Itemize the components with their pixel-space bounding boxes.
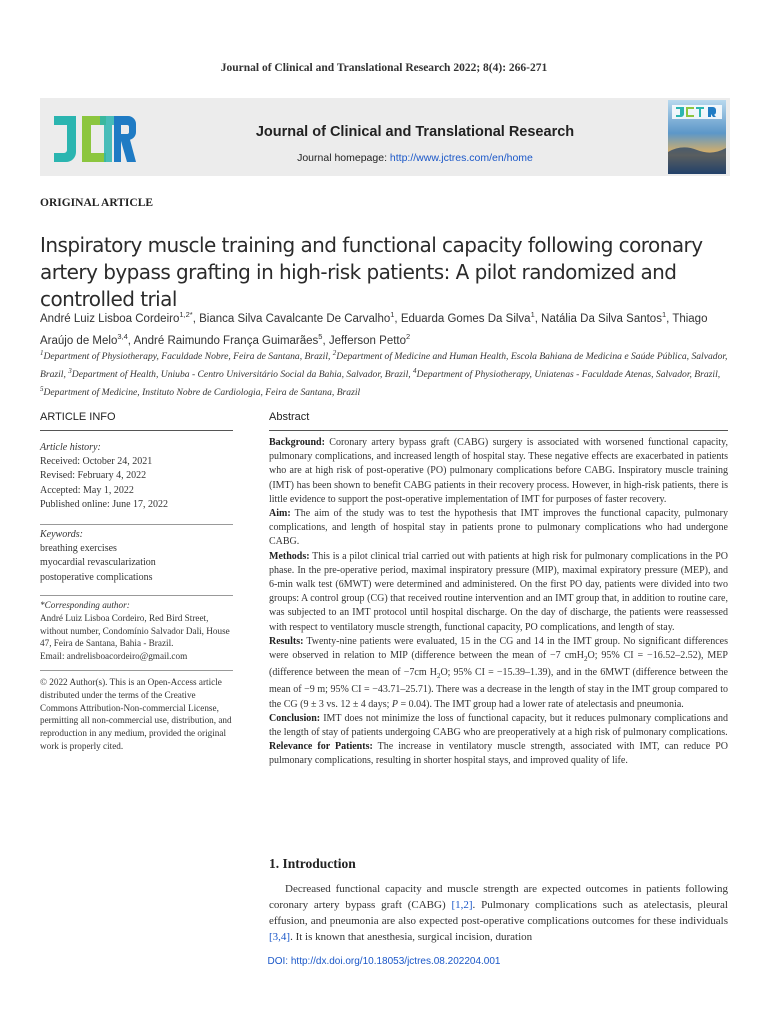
- affiliation-text: Department of Medicine, Instituto Nobre de Cardiologia, Feira de Santana, Brazil: [43, 387, 361, 399]
- keyword: myocardial revascularization: [40, 557, 156, 569]
- author-affiliation-marker: 1: [390, 310, 395, 319]
- affiliation-text: Department of Medicine and Human Health, Escola Bahiana de Medicina e Saúde Pública, Salvador, Brazil,: [40, 351, 728, 381]
- affiliation-marker: 3: [68, 367, 72, 376]
- author-affiliation-marker: 2: [406, 331, 411, 341]
- divider: [40, 524, 233, 525]
- divider: [40, 670, 233, 671]
- author-name: André Raimundo França Guimarães: [133, 334, 319, 347]
- affiliation-marker: 2: [332, 349, 337, 357]
- introduction-paragraph: Decreased functional capacity and muscle strength are expected outcomes in patients following coronary artery bypass graft (CABG) [1,2]. Pulmonary complications such as atelectasis, pleural effusion, and pneumonia are also expected post-operative complications outcomes for these individuals [3,4]. It is known that anesthesia, surgical incision, duration: [269, 883, 728, 943]
- keywords-label: Keywords:: [40, 529, 83, 540]
- divider: [40, 430, 233, 431]
- section-heading-introduction: 1. Introduction: [269, 856, 356, 871]
- article-info-heading: ARTICLE INFO: [40, 411, 116, 423]
- author-affiliation-marker: 3,4: [117, 331, 128, 341]
- abstract-background: Background: Coronary artery bypass graft (CABG) surgery is associated with worsened functional capacity, pulmonary complications, and increased length of hospital stay. These negative effects are exacerbated in patients who are at high risk of post-operative (PO) pulmonary complications before CABG. Inspiratory muscle training (IMT) has been shown to benefit CABG patients in their recovery process. However, in high-risk patients, there is little evidence to support the post-operative implementation of IMT for purposes of faster recovery.: [269, 437, 728, 505]
- homepage-label: Journal homepage:: [297, 152, 390, 164]
- article-title: Inspiratory muscle training and functional capacity following coronary artery bypass grafting in high-risk patients: A pilot randomized and controlled trial: [40, 233, 703, 311]
- affiliation-marker: 1: [40, 349, 44, 357]
- revised-date: Revised: February 4, 2022: [40, 470, 147, 482]
- running-header: Journal of Clinical and Translational Research 2022; 8(4): 266-271: [220, 62, 548, 74]
- abstract-results: Results: Twenty-nine patients were evaluated, 15 in the CG and 14 in the IMT group. No significant differences were observed in relation to MIP (difference between the mean of −7 cmH$_2$O; 95% CI = −16.52–2.52), MEP (difference between the mean of −7cm $H_2O$; 95% CI = −15.39–1.39), and in the 6MWT (difference between the mean of −9 m; 95% CI = −43.71–25.71). There was a decrease in the length of stay in the IMT group compared to the CG (9 ± 3 vs. 12 ± 4 days; P = 0.04). The IMT group had a lower rate of atelectasis and pneumonia.: [269, 635, 728, 710]
- homepage-link[interactable]: http://www.jctres.com/en/home: [389, 152, 533, 164]
- author-name: André Luiz Lisboa Cordeiro: [40, 312, 180, 325]
- keyword: breathing exercises: [40, 543, 117, 555]
- author-name: Eduarda Gomes Da Silva: [400, 312, 531, 325]
- abstract-aim: Aim: The aim of the study was to test the hypothesis that IMT improves the functional capacity, pulmonary complications, and length of hospital stay in patients prone to pulmonary complications who had undergone CABG.: [269, 508, 728, 548]
- abstract-body: [269, 436, 728, 769]
- keywords: [40, 528, 235, 585]
- affiliation-text: Department of Physiotherapy, Faculdade Nobre, Feira de Santana, Brazil,: [43, 351, 333, 363]
- received-date: Received: October 24, 2021: [40, 456, 153, 468]
- keyword: postoperative complications: [40, 571, 153, 583]
- author: [328, 331, 411, 347]
- author-affiliation-marker: 5: [318, 331, 323, 341]
- corresponding-label: *Corresponding author:: [40, 600, 130, 610]
- author-list: André Luiz Lisboa Cordeiro$^{1,2*}$, Bianca Silva Cavalcante De Carvalho$^1$, Eduarda Gomes Da Silva$^1$, Natália Da Silva Santos$^1$, Thiago Araújo de Melo$^{3,4}$, André Raimundo França Guimarães$^5$, Jefferson Petto$^2$: [40, 310, 708, 347]
- article-type: ORIGINAL ARTICLE: [40, 197, 154, 209]
- jctr-logo[interactable]: [48, 108, 138, 168]
- doi-link[interactable]: DOI: http://dx.doi.org/10.18053/jctres.08.202204.001: [267, 956, 501, 967]
- author-name: Jefferson Petto: [328, 334, 407, 347]
- abstract-methods: Methods: This is a pilot clinical trial carried out with patients at high risk for pulmonary complications in the PO phase. In the pre-operative period, maximal inspiratory pressure (MIP), maximal expiratory pressure (MEP), and 6-min walk test (6MWT) were determined and administered. On the first PO day, patients were divided into two groups: A control group (CG) that received routine intervention and an IMT group that, in addition to routine care, was subjected to an IMT protocol until hospital discharge. On the day of discharge, the patients were reassessed with respect to ventilatory muscle strength, functional capacity, PO complications, and length of stay.: [269, 550, 728, 633]
- author-name: Thiago Araújo de Melo: [40, 312, 708, 347]
- accepted-date: Accepted: May 1, 2022: [40, 484, 134, 496]
- author-affiliation-marker: 1: [530, 310, 535, 319]
- author: [199, 310, 395, 325]
- affiliations: [40, 346, 730, 401]
- author: [400, 310, 535, 325]
- journal-cover-thumbnail[interactable]: [668, 100, 726, 174]
- abstract-heading: Abstract: [269, 411, 310, 423]
- article-history: [40, 441, 235, 512]
- corresponding-address: André Luiz Lisboa Cordeiro, Red Bird Street, without number, Condomínio Salvador Dali, House 47, Feira de Santana, Bahia - Brazil.: [40, 612, 230, 649]
- author-affiliation-marker: 1,2*: [179, 310, 193, 319]
- author-name: Natália Da Silva Santos: [541, 312, 662, 325]
- corresponding-author: [40, 599, 235, 663]
- affiliation-marker: 5: [40, 385, 44, 394]
- citation-link[interactable]: [1,2]: [451, 898, 473, 911]
- license-notice: © 2022 Author(s). This is an Open-Access article distributed under the terms of the Creative Commons Attribution-Non-commercial License, permitting all non-commercial use, distribution, and reproduction in any medium, provided the original work is properly cited.: [40, 677, 232, 751]
- corresponding-email[interactable]: Email: andrelisboacordeiro@gmail.com: [40, 651, 188, 662]
- author-affiliation-marker: 1: [661, 310, 667, 319]
- author: [40, 310, 193, 325]
- published-date: Published online: June 17, 2022: [40, 498, 169, 510]
- author: [541, 310, 667, 325]
- affiliation-marker: 4: [413, 367, 417, 376]
- abstract-conclusion: Conclusion: IMT does not minimize the loss of functional capacity, but it reduces pulmonary complications and the length of stay of patients undergoing CABG who are preoperatively at a high risk of pulmonary complications.: [269, 712, 728, 739]
- journal-name: Journal of Clinical and Translational Research: [255, 124, 575, 140]
- history-label: Article history:: [40, 442, 101, 453]
- author: [133, 331, 323, 347]
- citation-link[interactable]: [3,4]: [269, 930, 291, 943]
- journal-homepage: [140, 152, 690, 164]
- author-name: Bianca Silva Cavalcante De Carvalho: [199, 312, 391, 325]
- divider: [269, 430, 728, 431]
- divider: [40, 595, 233, 596]
- affiliation-text: Department of Physiotherapy, Uniatenas - Faculdade Atenas, Salvador, Brazil,: [416, 369, 721, 381]
- affiliation-text: Department of Health, Uniuba - Centro Universitário Social da Bahia, Salvador, Brazil,: [71, 369, 414, 381]
- abstract-relevance: Relevance for Patients: The increase in ventilatory muscle strength, associated with IMT, can reduce PO pulmonary complications, resulting in shorter hospital stays, and improved quality of life.: [269, 741, 729, 767]
